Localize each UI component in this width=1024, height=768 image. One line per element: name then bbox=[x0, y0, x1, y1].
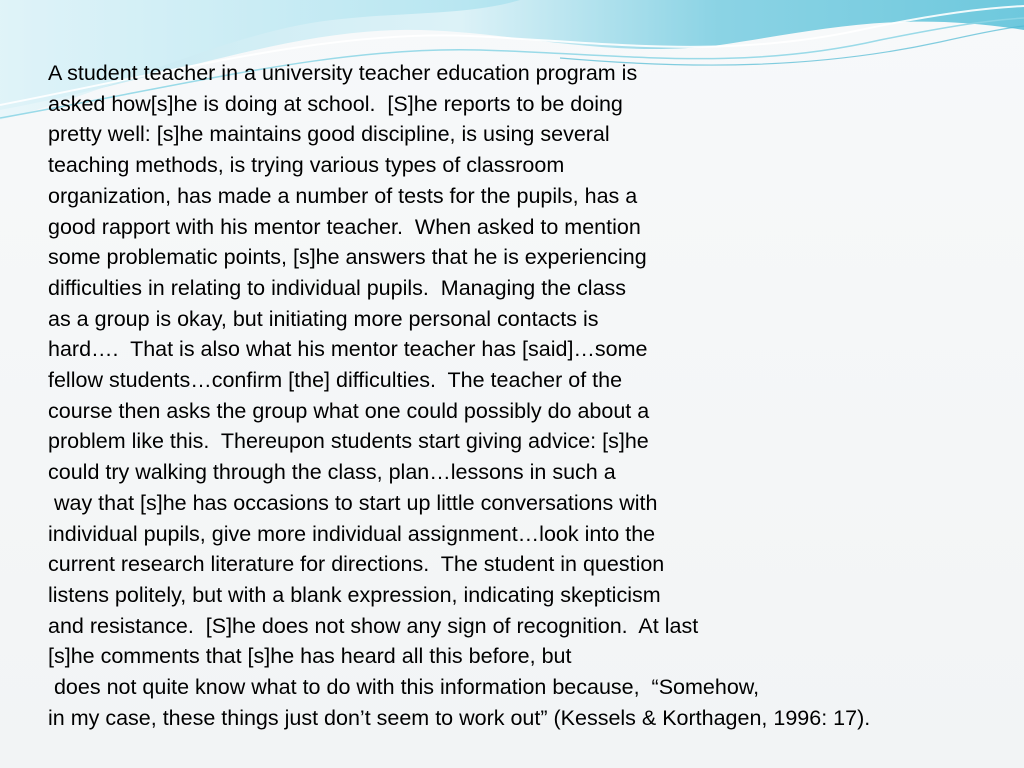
quote-line: teaching methods, is trying various types of classroom bbox=[48, 153, 565, 178]
quote-line: and resistance. [S]he does not show any sign of recognition. At last bbox=[48, 613, 699, 638]
quote-line: A student teacher in a university teacher education program is bbox=[48, 61, 638, 85]
quote-line: as a group is okay, but initiating more personal contacts is bbox=[48, 306, 599, 331]
quote-line: fellow students…confirm [the] difficulties. The teacher of the bbox=[48, 368, 623, 393]
quote-line: problem like this. Thereupon students start giving advice: [s]he bbox=[48, 429, 649, 454]
quote-line: good rapport with his mentor teacher. When asked to mention bbox=[48, 214, 641, 239]
quote-line: listens politely, but with a blank expression, indicating skepticism bbox=[48, 582, 661, 607]
quote-line: hard…. That is also what his mentor teacher has [said]…some bbox=[48, 337, 648, 362]
quote-line-citation: in my case, these things just don’t seem to work out” (Kessels & Korthagen, 1996: 17). bbox=[48, 705, 871, 730]
quote-line: way that [s]he has occasions to start up little conversations with bbox=[48, 490, 658, 515]
quote-line: course then asks the group what one could possibly do about a bbox=[48, 398, 650, 423]
quote-line: organization, has made a number of tests for the pupils, has a bbox=[48, 183, 638, 208]
quote-line: asked how[s]he is doing at school. [S]he reports to be doing bbox=[48, 91, 623, 116]
quote-line: pretty well: [s]he maintains good discipline, is using several bbox=[48, 122, 610, 147]
quote-line: could try walking through the class, plan…lessons in such a bbox=[48, 460, 616, 485]
quote-line: [s]he comments that [s]he has heard all this before, but bbox=[48, 644, 572, 669]
quote-line: some problematic points, [s]he answers that he is experiencing bbox=[48, 245, 647, 270]
quote-line: difficulties in relating to individual pupils. Managing the class bbox=[48, 275, 627, 300]
quote-text bbox=[48, 58, 1024, 733]
quote-line: individual pupils, give more individual assignment…look into the bbox=[48, 521, 656, 546]
quote-line: current research literature for directions. The student in question bbox=[48, 552, 665, 577]
quote-line: does not quite know what to do with this information because, “Somehow, bbox=[48, 675, 760, 700]
